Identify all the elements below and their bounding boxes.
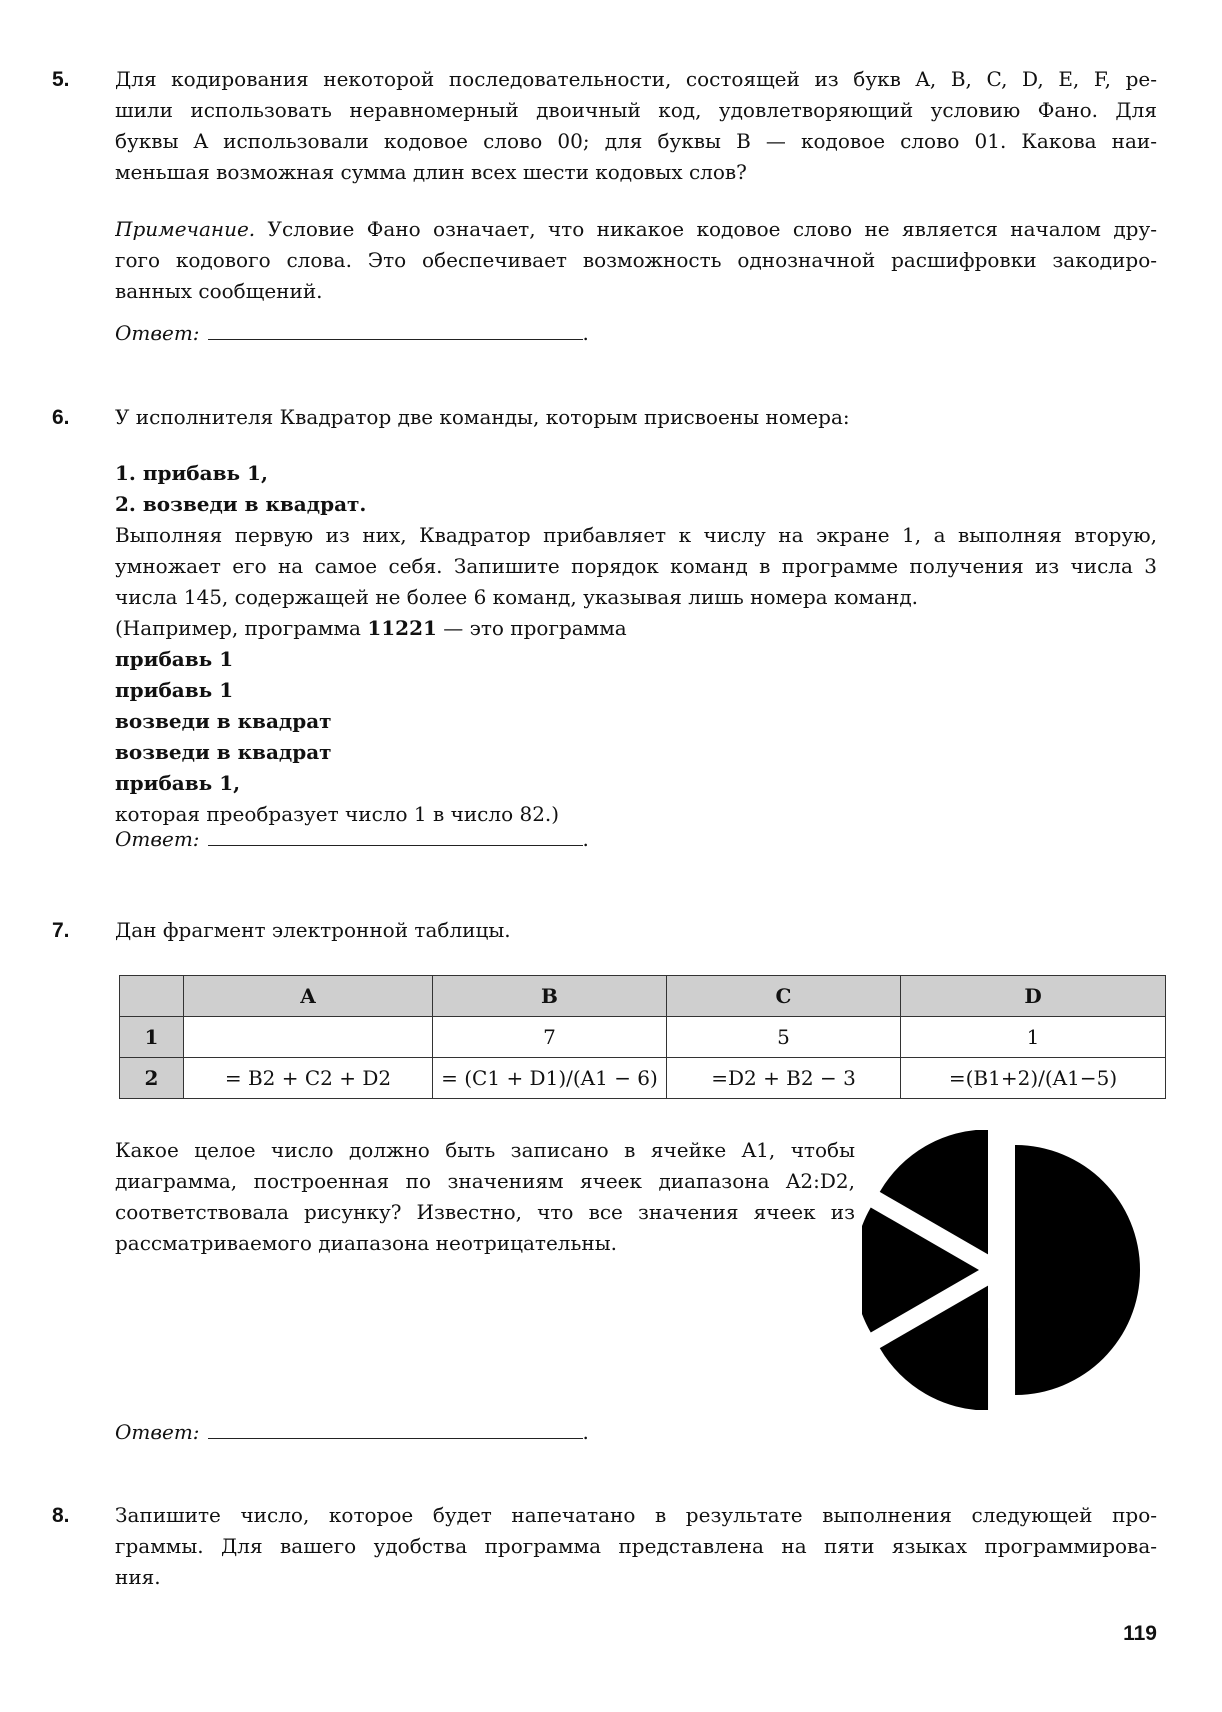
text-line: Для кодирования некоторой последовательности, состоящей из букв A, B, C, D, E, F, ре-	[115, 67, 1157, 91]
column-header: A	[184, 976, 433, 1017]
task-8-text	[115, 1500, 1157, 1593]
column-header: D	[901, 976, 1166, 1017]
column-header: C	[667, 976, 901, 1017]
text-line: соответствовала рисунку? Известно, что все значения ячеек из	[115, 1200, 855, 1224]
command-item: 2. возведи в квадрат.	[115, 492, 367, 516]
task-6-text	[115, 402, 1157, 433]
text-line: умножает его на самое себя. Запишите порядок команд в программе получения из числа 3	[115, 554, 1157, 578]
text-line: числа 145, содержащей не более 6 команд, указывая лишь номера команд.	[115, 585, 918, 609]
note-line: гого кодового слова. Это обеспечивает возможность однозначной расшифровки закодиро-	[115, 248, 1157, 272]
task-5-note	[115, 214, 1157, 307]
answer-tail: .	[582, 321, 589, 345]
example-end: которая преобразует число 1 в число 82.)	[115, 802, 560, 826]
table-header-row	[120, 976, 1166, 1017]
answer-field[interactable]	[115, 318, 589, 349]
example-code: 11221	[367, 616, 437, 640]
answer-tail: .	[582, 827, 589, 851]
table-row	[120, 1017, 1166, 1058]
text-line: шили использовать неравномерный двоичный код, удовлетворяющий условию Фано. Для	[115, 98, 1157, 122]
answer-label: Ответ:	[115, 1420, 200, 1444]
answer-blank[interactable]	[208, 319, 583, 340]
text-line: буквы A использовали кодовое слово 00; для буквы B — кодовое слово 01. Какова наи-	[115, 129, 1157, 153]
note-line: ванных сообщений.	[115, 279, 323, 303]
task-number: 7.	[52, 919, 70, 942]
pie-chart	[862, 1130, 1152, 1410]
example-step: возведи в квадрат	[115, 709, 332, 733]
note-line	[115, 214, 1157, 245]
note-text: Условие Фано означает, что никакое кодовое слово не является началом дру-	[255, 217, 1157, 241]
example-step: прибавь 1	[115, 647, 234, 671]
command-item: 1. прибавь 1,	[115, 461, 268, 485]
row-header: 2	[120, 1058, 184, 1099]
text-line: меньшая возможная сумма длин всех шести кодовых слов?	[115, 160, 747, 184]
task-6-commands	[115, 458, 1157, 830]
note-label: Примечание.	[115, 217, 256, 241]
example-step: прибавь 1,	[115, 771, 241, 795]
text-line: Выполняя первую из них, Квадратор прибавляет к числу на экране 1, а выполняя вторую,	[115, 523, 1157, 547]
text-line: граммы. Для вашего удобства программа представлена на пяти языках программирова-	[115, 1534, 1157, 1558]
row-header: 1	[120, 1017, 184, 1058]
cell-c1: 5	[667, 1017, 901, 1058]
example-step: возведи в квадрат	[115, 740, 332, 764]
cell-a2: = B2 + C2 + D2	[184, 1058, 433, 1099]
task-5-text	[115, 64, 1157, 188]
task-7-text	[115, 1135, 855, 1259]
cell-c2: =D2 + B2 − 3	[667, 1058, 901, 1099]
answer-label: Ответ:	[115, 827, 200, 851]
answer-field[interactable]	[115, 824, 589, 855]
answer-blank[interactable]	[208, 1418, 583, 1439]
cell-a1	[184, 1017, 433, 1058]
text-line: рассматриваемого диапазона неотрицательны.	[115, 1231, 617, 1255]
column-header: B	[433, 976, 667, 1017]
task-intro: У исполнителя Квадратор две команды, которым присвоены номера:	[115, 405, 850, 429]
cell-b2: = (C1 + D1)/(A1 − 6)	[433, 1058, 667, 1099]
example-line	[115, 613, 1157, 644]
table-row	[120, 1058, 1166, 1099]
cell-b1: 7	[433, 1017, 667, 1058]
task-7-text	[115, 915, 1157, 946]
corner-cell	[120, 976, 184, 1017]
text-line: ния.	[115, 1565, 161, 1589]
text-line: диаграмма, построенная по значениям ячеек диапазона A2:D2,	[115, 1169, 855, 1193]
cell-d2: =(B1+2)/(A1−5)	[901, 1058, 1166, 1099]
text-line: Запишите число, которое будет напечатано в результате выполнения следующей про-	[115, 1503, 1157, 1527]
example-suffix: — это программа	[436, 616, 627, 640]
task-number: 5.	[52, 68, 70, 91]
example-step: прибавь 1	[115, 678, 234, 702]
task-number: 8.	[52, 1504, 70, 1527]
answer-tail: .	[582, 1420, 589, 1444]
answer-blank[interactable]	[208, 825, 583, 846]
text-line: Какое целое число должно быть записано в ячейке A1, чтобы	[115, 1138, 855, 1162]
answer-field[interactable]	[115, 1417, 589, 1448]
answer-label: Ответ:	[115, 321, 200, 345]
cell-d1: 1	[901, 1017, 1166, 1058]
pie-slice-1	[1015, 1145, 1140, 1395]
task-number: 6.	[52, 406, 70, 429]
pie-chart-svg	[862, 1130, 1152, 1410]
spreadsheet-fragment	[119, 975, 1166, 1099]
page-number: 119	[1123, 1622, 1157, 1645]
task-intro: Дан фрагмент электронной таблицы.	[115, 918, 511, 942]
example-prefix: (Например, программа	[115, 616, 368, 640]
